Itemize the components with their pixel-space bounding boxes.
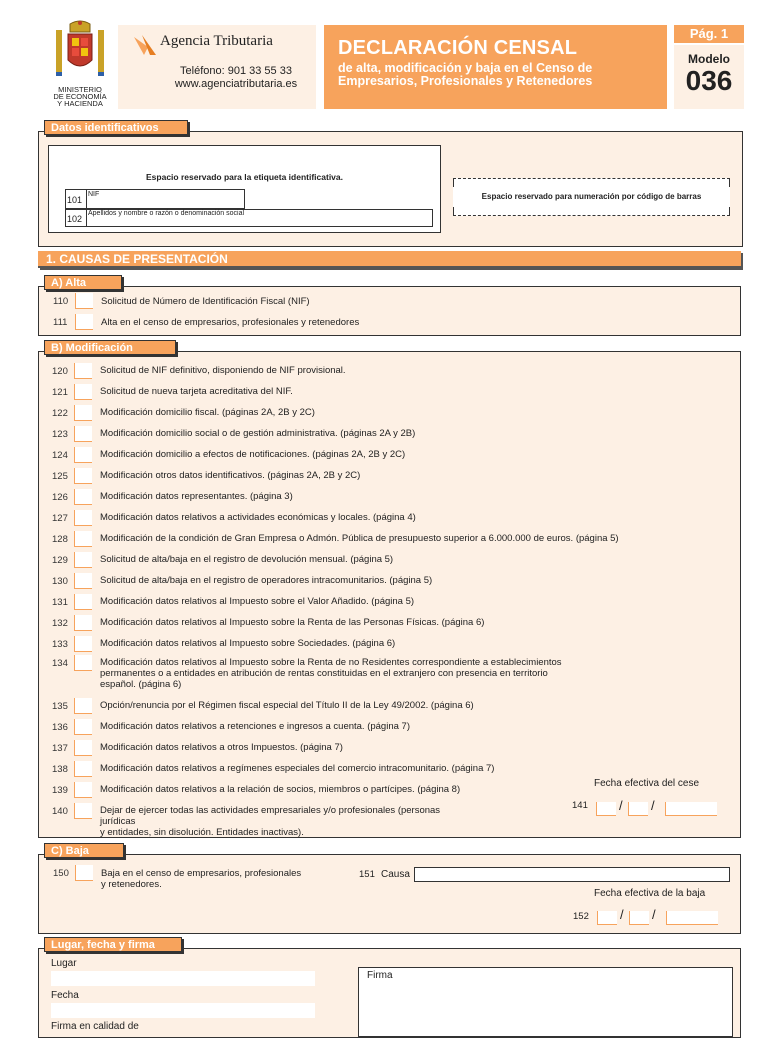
checkbox-row-137[interactable] [38,740,738,756]
checkbox-row-136[interactable] [38,719,738,735]
checkbox-row-134[interactable] [38,655,738,691]
datos-identificativos-tab: Datos identificativos [44,120,188,135]
checkbox-row-128[interactable] [38,531,738,547]
row-num: 121 [52,387,68,398]
calidad-label: Firma en calidad de [51,1021,139,1032]
row-label: Solicitud de NIF definitivo, disponiendo de NIF provisional. [100,365,346,376]
alta-tab: A) Alta [44,275,122,290]
checkbox[interactable] [74,698,92,714]
row-num: 135 [52,701,68,712]
row-num: 124 [52,450,68,461]
row-num: 132 [52,618,68,629]
modelo-box [674,45,744,109]
baja-date-label: Fecha efectiva de la baja [594,888,706,899]
checkbox[interactable] [74,363,92,379]
checkbox-row-138[interactable] [38,761,738,777]
modificacion-rows [38,351,741,838]
row-label: Modificación datos relativos a retenciones e ingresos a cuenta. (página 7) [100,721,410,732]
row-num: 128 [52,534,68,545]
checkbox[interactable] [74,426,92,442]
causa-label: Causa [381,869,410,880]
row-num: 129 [52,555,68,566]
row-num: 125 [52,471,68,482]
checkbox-row-133[interactable] [38,636,738,652]
checkbox-row-110[interactable] [39,293,739,309]
row-num: 140 [52,806,68,817]
cese-date-num: 141 [572,800,588,811]
signature-box[interactable] [358,967,733,1037]
agency-website: www.agenciatributaria.es [174,78,298,90]
checkbox[interactable] [74,468,92,484]
row-num: 126 [52,492,68,503]
checkbox-row-131[interactable] [38,594,738,610]
checkbox-row-125[interactable] [38,468,738,484]
row-num: 139 [52,785,68,796]
row-label: Modificación de la condición de Gran Empresa o Admón. Pública de presupuesto superior a 6.000.000 de euros. (página 5) [100,533,619,544]
field-102-label: Apellidos y nombre o razón o denominación social [88,210,245,217]
checkbox[interactable] [74,489,92,505]
alta-panel [38,286,741,336]
checkbox-row-140[interactable] [38,803,478,838]
checkbox-row-132[interactable] [38,615,738,631]
checkbox-row-127[interactable] [38,510,738,526]
row-label: Modificación datos relativos al Impuesto sobre la Renta de las Personas Físicas. (página 6) [100,617,485,628]
row-num: 127 [52,513,68,524]
row-label: Modificación domicilio fiscal. (páginas 2A, 2B y 2C) [100,407,315,418]
checkbox[interactable] [74,447,92,463]
row-num: 123 [52,429,68,440]
row-label: Alta en el censo de empresarios, profesionales y retenedores [101,317,360,328]
page-subtitle: de alta, modificación y baja en el Censo de Empresarios, Profesionales y Retenedores [338,61,593,88]
page-number-badge: Pág. 1 [674,25,744,43]
checkbox-row-111[interactable] [39,314,739,330]
field-102[interactable] [65,209,433,227]
checkbox[interactable] [74,552,92,568]
row-label: Solicitud de Número de Identificación Fiscal (NIF) [101,296,310,307]
barcode-area [453,178,730,216]
row-label: Modificación otros datos identificativos. (páginas 2A, 2B y 2C) [100,470,361,481]
checkbox[interactable] [74,510,92,526]
row-label: Solicitud de nueva tarjeta acreditativa del NIF. [100,386,293,397]
ministry-line-3: Y HACIENDA [57,99,103,108]
row-label: Opción/renuncia por el Régimen fiscal especial del Título II de la Ley 49/2002. (página 6) [100,700,474,711]
checkbox[interactable] [74,573,92,589]
lugar-input[interactable] [51,971,315,986]
checkbox[interactable] [74,405,92,421]
row-num: 133 [52,639,68,650]
row-label: Modificación datos representantes. (página 3) [100,491,293,502]
agency-logo-icon [130,33,158,62]
row-num: 130 [52,576,68,587]
checkbox-row-139[interactable] [38,782,738,798]
ministry-name [44,86,116,107]
fecha-label: Fecha [51,990,79,1001]
row-label: Modificación datos relativos al Impuesto sobre la Renta de no Residentes correspondiente a establecimientos permanentes o a entidades en atribución de rentas constituidas en el extranjero con presencia en territorio español. (página 6) [100,657,562,690]
row-num: 137 [52,743,68,754]
row-num: 136 [52,722,68,733]
checkbox[interactable] [75,293,93,309]
firma-tab: Lugar, fecha y firma [44,937,182,952]
ministry-line-1: MINISTERIO [58,85,102,94]
causas-section-title: 1. CAUSAS DE PRESENTACIÓN [38,251,741,268]
row-num: 122 [52,408,68,419]
field-101-num: 101 [67,195,83,205]
checkbox[interactable] [74,531,92,547]
cese-date-field[interactable]: 141 / / [572,798,718,816]
checkbox[interactable] [74,384,92,400]
checkbox-row-135[interactable] [38,698,738,714]
modelo-label: Modelo [688,52,730,66]
signature-label: Firma [367,970,393,981]
checkbox[interactable] [74,594,92,610]
checkbox-row-121[interactable] [38,384,738,400]
checkbox[interactable] [74,761,92,777]
ministry-line-2: DE ECONOMÍA [53,92,107,101]
row-label: Solicitud de alta/baja en el registro de operadores intracomunitarios. (página 5) [100,575,433,586]
row-num: 120 [52,366,68,377]
fecha-input[interactable] [51,1003,315,1018]
checkbox[interactable] [74,655,92,671]
row-label: Modificación datos relativos a la relación de socios, miembros o partícipes. (página 8) [100,784,461,795]
row-label: Modificación domicilio a efectos de notificaciones. (páginas 2A, 2B y 2C) [100,449,406,460]
checkbox[interactable] [74,803,92,819]
field-102-num: 102 [67,214,83,224]
baja-tab: C) Baja [44,843,124,858]
ministry-emblem [50,20,110,82]
checkbox-row-126[interactable] [38,489,738,505]
baja-panel [38,854,741,934]
row-label: Modificación domicilio social o de gestión administrativa. (páginas 2A y 2B) [100,428,416,439]
checkbox[interactable] [75,314,93,330]
checkbox[interactable] [74,615,92,631]
checkbox-row-130[interactable] [38,573,738,589]
checkbox[interactable] [74,636,92,652]
agency-phone: Teléfono: 901 33 55 33 [180,65,292,77]
lugar-label: Lugar [51,958,77,969]
row-num: 131 [52,597,68,608]
agency-name: Agencia Tributaria [160,33,273,49]
row-label: Modificación datos relativos al Impuesto sobre el Valor Añadido. (página 5) [100,596,415,607]
checkbox-row-122[interactable] [38,405,738,421]
baja-day-input[interactable] [597,911,617,925]
label-area-caption: Espacio reservado para la etiqueta identificativa. [146,172,343,182]
checkbox[interactable] [75,865,93,881]
barcode-area-caption: Espacio reservado para numeración por código de barras [481,192,702,201]
modelo-number: 036 [685,65,733,96]
firma-panel [38,948,741,1038]
checkbox[interactable] [74,719,92,735]
title-box [324,25,667,109]
row-label: Solicitud de alta/baja en el registro de devolución mensual. (página 5) [100,554,394,565]
row-label: Baja en el censo de empresarios, profesionales y retenedores. [101,868,302,890]
label-area[interactable] [48,145,441,233]
checkbox-row-150[interactable] [39,865,359,893]
causa-input[interactable] [414,867,730,882]
checkbox-row-120[interactable] [38,363,738,379]
checkbox[interactable] [74,740,92,756]
cese-date-label: Fecha efectiva del cese [594,778,700,789]
field-101[interactable] [65,189,245,209]
baja-month-input[interactable] [629,911,649,925]
row-label: Modificación datos relativos al Impuesto sobre Sociedades. (página 6) [100,638,396,649]
checkbox[interactable] [74,782,92,798]
field-101-label: NIF [88,191,100,198]
baja-year-input[interactable] [666,911,718,925]
row-num: 134 [52,658,68,669]
checkbox-row-123[interactable] [38,426,738,442]
page-title: DECLARACIÓN CENSAL [338,37,578,59]
causa-num: 151 [359,869,375,880]
checkbox-row-129[interactable] [38,552,738,568]
checkbox-row-124[interactable] [38,447,738,463]
row-label: Modificación datos relativos a otros Impuestos. (página 7) [100,742,343,753]
row-num: 111 [53,317,68,328]
row-num: 110 [53,296,69,307]
row-num: 138 [52,764,68,775]
modificacion-tab: B) Modificación [44,340,176,355]
baja-date-num: 152 [573,911,589,922]
row-label: Modificación datos relativos a actividades económicas y locales. (página 4) [100,512,416,523]
row-num: 150 [53,868,69,879]
row-label: Dejar de ejercer todas las actividades empresariales y/o profesionales (personas jurídicas y entidades, sin disolución. Entidades inactivas). [100,805,441,838]
baja-date-field[interactable]: 152 / / [573,907,719,925]
agency-box [118,25,316,109]
row-label: Modificación datos relativos a regímenes especiales del comercio intracomunitario. (página 7) [100,763,495,774]
